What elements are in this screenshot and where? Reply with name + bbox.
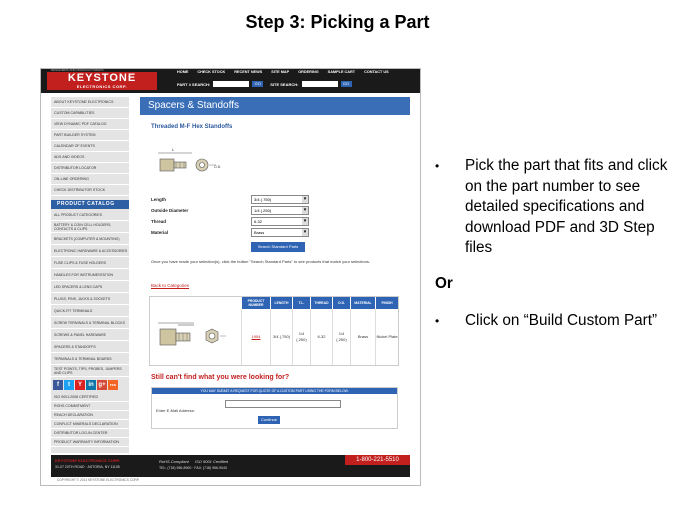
material-label: Material [151, 230, 169, 235]
category-item[interactable]: ALL PRODUCT CATEGORIES [51, 209, 129, 221]
social-icons [51, 377, 129, 393]
outside-diameter-select[interactable]: 1/4 (.250) ▾ [251, 206, 309, 215]
category-item[interactable]: FUSE CLIPS & FUSE HOLDERS [51, 257, 129, 269]
bullet-dot: • [435, 159, 440, 173]
nav-home[interactable]: HOME [177, 70, 189, 74]
svg-text:O.D.: O.D. [214, 165, 222, 169]
category-item[interactable]: ELECTRONIC HARDWARE & ACCESSORIES [51, 245, 129, 257]
sidebar [51, 97, 129, 453]
nav-contact-us[interactable]: CONTACT US [364, 70, 389, 74]
standoff-drawing [154, 145, 224, 185]
page-heading: Spacers & Standoffs [140, 97, 410, 115]
table-header: PRODUCT NUMBER [241, 297, 270, 309]
field-length [151, 194, 309, 205]
footer-company: KEYSTONE ELECTRONICS CORP. [55, 458, 120, 463]
rss-icon[interactable]: rss [108, 380, 118, 390]
sidebar-item[interactable]: REACH DECLARATION [51, 411, 129, 420]
svg-text:L: L [172, 147, 175, 152]
email-label: Enter E-Mail Address: [156, 408, 195, 413]
table-header: MATERIAL [350, 297, 375, 309]
footer-phone: 1-800-221-5510 [345, 455, 410, 465]
bullet-dot: • [435, 313, 440, 328]
category-list [51, 209, 129, 377]
table-header: LENGTH [270, 297, 292, 309]
copyright: COPYRIGHT © 2013 KEYSTONE ELECTRONICS CORP. [57, 478, 140, 482]
cant-find-heading: Still can't find what you were looking for? [151, 374, 290, 381]
site-footer [51, 455, 410, 477]
product-table [149, 296, 399, 366]
sidebar-item[interactable]: CALENDAR OF EVENTS [51, 141, 129, 152]
website-screenshot [40, 68, 421, 486]
part-search-go-button[interactable]: GO [252, 81, 263, 87]
table-cell-length: 3/4 (.750) [270, 309, 292, 365]
facebook-icon[interactable]: f [53, 380, 63, 390]
sidebar-item[interactable]: CUSTOM CAPABILITIES [51, 108, 129, 119]
product-number-link[interactable]: 1954 [241, 309, 270, 365]
sidebar-item[interactable]: ROHS COMMITMENT [51, 402, 129, 411]
category-item[interactable]: TERMINALS & TERMINAL BOARDS [51, 353, 129, 365]
table-header: O.D. [332, 297, 350, 309]
category-item[interactable]: SCREWS & PANEL HARDWARE [51, 329, 129, 341]
table-header: T.L. [292, 297, 310, 309]
quote-header: YOU MAY SUBMIT A REQUEST FOR QUOTE OF A CUSTOM PART USING THE FORM BELOW. [152, 388, 397, 394]
bullet-text: Click on “Build Custom Part” [465, 311, 658, 329]
logo-subtext: ELECTRONICS CORP. [76, 84, 128, 89]
category-item[interactable]: BRACKETS (COMPUTER & MOUNTING) [51, 233, 129, 245]
table-header: THREAD [310, 297, 332, 309]
sidebar-item[interactable]: CONFLICT MINERALS DECLARATION [51, 420, 129, 429]
thread-label: Thread [151, 219, 167, 224]
footer-rohs: RoHS Compliant [159, 459, 189, 464]
custom-quote-form [151, 387, 398, 429]
youtube-icon[interactable]: Y [75, 380, 85, 390]
continue-button[interactable]: Continue [258, 416, 280, 424]
table-header-image-cell [150, 297, 241, 309]
table-cell-material: Brass [350, 309, 375, 365]
keystone-logo[interactable] [47, 72, 157, 90]
twitter-icon[interactable]: t [64, 380, 74, 390]
thread-select[interactable]: 6-32 ▾ [251, 217, 309, 226]
sidebar-item[interactable]: ABOUT KEYSTONE ELECTRONICS [51, 97, 129, 108]
category-item[interactable]: PLUGS, PINS, JACKS & SOCKETS [51, 293, 129, 305]
table-header-row [150, 297, 398, 309]
outside-diameter-label: Outside Diameter [151, 208, 189, 213]
nav-ordering[interactable]: ORDERING [298, 70, 319, 74]
category-item-spacers-standoffs[interactable]: SPACERS & STANDOFFS [51, 341, 129, 353]
field-thread [151, 216, 309, 227]
google-plus-icon[interactable]: g+ [98, 382, 106, 388]
nav-check-stock[interactable]: CHECK STOCK [197, 70, 226, 74]
nav-site-map[interactable]: SITE MAP [271, 70, 290, 74]
field-material [151, 227, 309, 238]
tagline: DESIGNERS AND MANUFACTURERS [51, 68, 104, 72]
sidebar-item[interactable]: VIEW DYNAMIC PDF CATALOG [51, 119, 129, 130]
part-search-label: PART # SEARCH: [177, 81, 211, 87]
category-item[interactable]: SCREW TERMINALS & TERMINAL BLOCKS [51, 317, 129, 329]
site-search-go-button[interactable]: GO [341, 81, 352, 87]
sidebar-item[interactable]: ADS AND VIDEOS [51, 152, 129, 163]
product-catalog-header: PRODUCT CATALOG [51, 200, 129, 209]
part-dimension-drawing [154, 315, 238, 359]
table-row [150, 309, 398, 365]
category-item[interactable]: LED SPACERS & LENS CAPS [51, 281, 129, 293]
selection-note: Once you have made your selection(s), click the button "Search Standard Parts" to see products that match your selections. [151, 259, 370, 264]
sidebar-item[interactable]: PRODUCT WARRANTY INFORMATION [51, 438, 129, 447]
table-cell-od: 1/4 (.250) [332, 309, 350, 365]
part-search-input[interactable] [213, 81, 249, 87]
part-drawing-cell [150, 309, 241, 365]
linkedin-icon[interactable]: in [86, 380, 96, 390]
back-to-categories-link[interactable]: Back to Categories [151, 283, 190, 288]
slide-bullets [435, 156, 670, 331]
bullet-item [435, 311, 670, 332]
category-item[interactable]: TEST POINTS, TIPS, PROBES, JUMPERS AND CLIPS [51, 365, 129, 377]
sidebar-item[interactable]: ISO 9001:2008 CERTIFIED [51, 393, 129, 402]
email-input[interactable] [225, 400, 341, 408]
sidebar-item[interactable]: DISTRIBUTOR LOG-IN CENTER [51, 429, 129, 438]
sidebar-item[interactable]: CHECK DISTRIBUTOR STOCK [51, 185, 129, 196]
selection-form [151, 194, 309, 238]
bullet-item [435, 156, 670, 259]
sidebar-item[interactable]: PART BUILDER SYSTEM [51, 130, 129, 141]
table-cell-tl: 1/4 (.250) [292, 309, 310, 365]
search-row [177, 81, 352, 87]
table-cell-thread: 6-32 [310, 309, 332, 365]
footer-iso: ISO 9001 Certified [195, 459, 228, 464]
sidebar-item[interactable]: DISTRIBUTOR LOCATOR [51, 163, 129, 174]
search-standard-parts-button[interactable]: Search Standard Parts [251, 242, 305, 252]
table-header: FINISH [375, 297, 398, 309]
bullet-text: Pick the part that fits and click on the part number to see detailed specifications and download PDF and 3D Step files [465, 157, 668, 256]
main-content [140, 97, 410, 453]
sidebar-item[interactable]: ON-LINE ORDERING [51, 174, 129, 185]
field-outside-diameter [151, 205, 309, 216]
sidebar-top-links [51, 97, 129, 196]
category-item[interactable]: QUICK-FIT TERMINALS [51, 305, 129, 317]
site-header [41, 69, 420, 93]
logo-text: KEYSTONE [67, 72, 137, 84]
nav-recent-news[interactable]: RECENT NEWS [234, 70, 263, 74]
material-select[interactable]: Brass ▾ [251, 228, 309, 237]
length-label: Length [151, 197, 166, 202]
category-item[interactable]: HANDLES FOR INSTRUMENTATION [51, 269, 129, 281]
slide-title: Step 3: Picking a Part [245, 12, 430, 32]
table-cell-finish: Nickel Plate [375, 309, 398, 365]
footer-tel-fax: TEL: (718) 956-8900 · FAX: (718) 956-9040 [159, 466, 227, 470]
category-item[interactable]: BATTERY & COIN CELL HOLDERS, CONTACTS & CLIPS [51, 221, 129, 233]
site-search-label: SITE SEARCH: [270, 81, 299, 87]
top-nav [177, 70, 389, 74]
nav-sample-cart[interactable]: SAMPLE CART [327, 70, 356, 74]
footer-address: 31-07 20TH ROAD · ASTORIA, NY 11105 [55, 465, 120, 469]
site-search-input[interactable] [302, 81, 338, 87]
sidebar-bottom-links [51, 393, 129, 447]
product-subheading: Threaded M-F Hex Standoffs [151, 124, 233, 130]
or-label: Or [435, 274, 453, 292]
length-select[interactable]: 3/4 (.750) ▾ [251, 195, 309, 204]
